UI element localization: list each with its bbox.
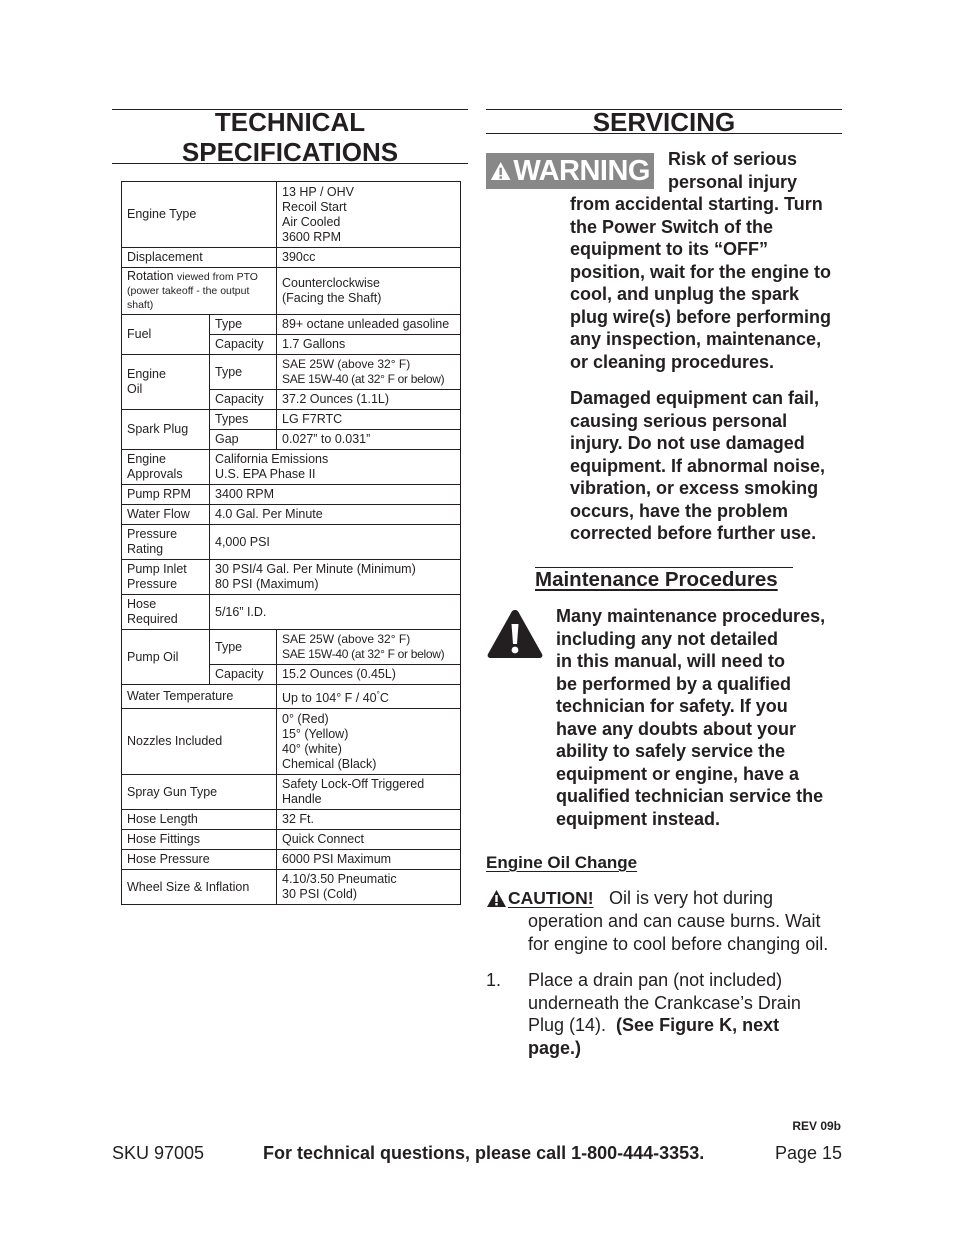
spec-table — [121, 181, 461, 905]
spec-label — [122, 525, 210, 560]
maintenance-line: technician for safety. If you — [556, 696, 788, 716]
servicing-title: SERVICING — [592, 107, 736, 137]
spec-label-line: Pump Inlet — [127, 562, 187, 576]
spec-sublabel: Capacity — [210, 390, 277, 410]
spec-value: 0.027” to 0.031” — [277, 430, 461, 450]
warning-triangle-icon — [490, 159, 511, 183]
spec-title-line2: SPECIFICATIONS — [181, 137, 399, 167]
spec-value — [277, 355, 461, 390]
damage-line: causing serious personal — [570, 410, 788, 431]
spec-label-line: Hose — [127, 597, 157, 611]
spec-label: Engine Type — [122, 182, 277, 248]
spec-value-line: Chemical (Black) — [282, 756, 377, 771]
warning-text — [570, 193, 831, 373]
spec-label: Wheel Size & Inflation — [122, 870, 277, 905]
spec-value-line: California Emissions — [215, 452, 329, 466]
spec-value-line: 40° (white) — [282, 741, 342, 756]
step-1-text — [528, 969, 801, 1059]
spec-value: 6000 PSI Maximum — [277, 850, 461, 870]
spec-sublabel: Type — [210, 315, 277, 335]
maintenance-line: Many maintenance procedures, — [556, 606, 826, 626]
sku-label: SKU 97005 — [112, 1143, 205, 1163]
table-row — [122, 830, 461, 850]
damage-line: occurs, have the problem — [570, 500, 789, 521]
spec-sublabel: Capacity — [210, 665, 277, 685]
caution-line: operation and can cause burns. Wait — [528, 911, 821, 931]
spec-label: Spark Plug — [122, 410, 210, 450]
spec-label: Hose Pressure — [122, 850, 277, 870]
table-row — [122, 595, 461, 630]
maintenance-line: in this manual, will need to — [556, 651, 786, 671]
spec-label-line: Rating — [127, 542, 164, 556]
spec-label: Displacement — [122, 248, 277, 268]
servicing-title-rule-bottom — [486, 133, 842, 134]
spec-label: Spray Gun Type — [122, 775, 277, 810]
rotation-label: Rotation — [127, 269, 174, 283]
step-number: 1. — [486, 970, 502, 990]
spec-label: Pump Oil — [122, 630, 210, 685]
maintenance-line: qualified technician service the — [556, 786, 824, 806]
table-row — [122, 685, 461, 709]
spec-value: 4.0 Gal. Per Minute — [210, 505, 461, 525]
damage-warning-text — [570, 387, 825, 545]
page-number: Page 15 — [774, 1143, 842, 1163]
spec-label: Fuel — [122, 315, 210, 355]
spec-sublabel: Capacity — [210, 335, 277, 355]
damage-line: equipment. If abnormal noise, — [570, 455, 826, 476]
spec-label: Hose Length — [122, 810, 277, 830]
spec-label — [122, 560, 210, 595]
warning-line: Risk of serious — [668, 149, 798, 169]
spec-value: 1.7 Gallons — [277, 335, 461, 355]
table-row — [122, 248, 461, 268]
spec-value: 390cc — [277, 248, 461, 268]
spec-sublabel: Type — [210, 630, 277, 665]
caution-triangle-icon — [486, 889, 507, 908]
maintenance-line: ability to safely service the — [556, 741, 786, 761]
maintenance-text — [556, 605, 825, 830]
spec-label: Water Temperature — [122, 685, 277, 709]
spec-value-line: 30 PSI/4 Gal. Per Minute (Minimum) — [215, 562, 416, 576]
spec-value: 3400 RPM — [210, 485, 461, 505]
spec-value — [277, 630, 461, 665]
spec-label — [122, 595, 210, 630]
warning-line: position, wait for the engine to — [570, 261, 831, 282]
rotation-note: viewed from PTO (power takeoff - the output shaft) — [127, 271, 258, 311]
spec-value — [210, 450, 461, 485]
maintenance-line: equipment instead. — [556, 808, 721, 829]
step-line: Place a drain pan (not included) — [528, 970, 783, 990]
spec-value: 89+ octane unleaded gasoline — [277, 315, 461, 335]
degree-sup: ° — [376, 690, 380, 699]
caution-rest — [528, 910, 828, 955]
step-line-text: Plug (14). — [528, 1015, 617, 1035]
spec-value-line: SAE 15W-40 (at 32° F or below) — [282, 647, 445, 661]
damage-line: corrected before further use. — [570, 523, 817, 543]
spec-value — [277, 268, 461, 315]
spec-value-line: Safety Lock-Off Triggered — [282, 777, 425, 792]
spec-value-line: Handle — [282, 792, 322, 807]
spec-value-line: SAE 15W-40 (at 32° F or below) — [282, 372, 445, 386]
maintenance-line: equipment or engine, have a — [556, 763, 800, 784]
table-row — [122, 450, 461, 485]
figure-reference-end: page.) — [528, 1037, 582, 1058]
figure-reference: (See Figure K, next — [616, 1015, 780, 1035]
table-row — [122, 525, 461, 560]
spec-value-line: 80 PSI (Maximum) — [215, 577, 319, 591]
table-row — [122, 355, 461, 390]
table-row — [122, 810, 461, 830]
damage-line: Damaged equipment can fail, — [570, 388, 820, 408]
spec-label: Hose Fittings — [122, 830, 277, 850]
maintenance-line: be performed by a qualified — [556, 673, 792, 694]
spec-title-rule-bottom — [112, 163, 468, 164]
table-row — [122, 505, 461, 525]
warning-badge — [486, 153, 654, 189]
spec-value: LG F7RTC — [277, 410, 461, 430]
damage-line: vibration, or excess smoking — [570, 478, 819, 498]
warning-line: any inspection, maintenance, — [570, 329, 822, 349]
spec-value-line: Counterclockwise — [282, 276, 380, 290]
warning-line: plug wire(s) before performing — [570, 306, 832, 327]
spec-value-line: 0° (Red) — [282, 711, 329, 726]
caution-line: for engine to cool before changing oil. — [528, 933, 829, 954]
step-line — [528, 1014, 801, 1037]
spec-value: 37.2 Ounces (1.1L) — [277, 390, 461, 410]
spec-value-line: Recoil Start — [282, 199, 347, 214]
contact-info: For technical questions, please call 1-800-444-3353. — [263, 1143, 705, 1163]
caution-text: CAUTION! — [508, 888, 594, 908]
warning-label: WARNING — [513, 155, 650, 187]
table-row — [122, 410, 461, 430]
spec-label: Nozzles Included — [122, 709, 277, 775]
table-row — [122, 775, 461, 810]
spec-label-line: Engine — [127, 452, 166, 466]
spec-value-line: 4.10/3.50 Pneumatic — [282, 872, 397, 887]
caution-label — [486, 887, 594, 909]
table-row — [122, 268, 461, 315]
spec-value-line: 3600 RPM — [282, 229, 342, 244]
table-row — [122, 870, 461, 905]
water-temp-unit: C — [379, 691, 389, 706]
oil-change-title: Engine Oil Change — [486, 853, 638, 872]
warning-line: the Power Switch of the — [570, 216, 774, 237]
spec-value — [277, 709, 461, 775]
damage-line: injury. Do not use damaged — [570, 433, 805, 453]
maintenance-line: including any not detailed — [556, 628, 779, 649]
spec-label — [122, 450, 210, 485]
spec-label: Pump RPM — [122, 485, 210, 505]
table-row — [122, 630, 461, 665]
table-row — [122, 560, 461, 595]
warning-line: or cleaning procedures. — [570, 351, 775, 372]
spec-label-line: Pressure — [127, 527, 178, 541]
maintenance-title: Maintenance Procedures — [535, 568, 778, 591]
revision-label: REV 09b — [792, 1119, 841, 1133]
spec-label — [122, 355, 210, 410]
spec-label — [122, 268, 277, 315]
water-temp-value: Up to 104° F / 40 — [282, 691, 377, 706]
maintenance-line: have any doubts about your — [556, 718, 797, 739]
table-row — [122, 709, 461, 775]
spec-value — [277, 685, 461, 709]
spec-value — [277, 870, 461, 905]
spec-value-line: 30 PSI (Cold) — [282, 887, 358, 902]
spec-value-line: SAE 25W (above 32° F) — [282, 357, 411, 371]
warning-line: equipment to its “OFF” — [570, 239, 768, 259]
spec-sublabel: Gap — [210, 430, 277, 450]
step-line: underneath the Crankcase’s Drain — [528, 992, 801, 1013]
exclamation-triangle-icon — [486, 608, 544, 660]
spec-sublabel: Type — [210, 355, 277, 390]
spec-label: Water Flow — [122, 505, 210, 525]
caution-line-1: Oil is very hot during — [609, 888, 774, 908]
spec-sublabel: Types — [210, 410, 277, 430]
spec-title — [112, 107, 468, 167]
spec-value-line: SAE 25W (above 32° F) — [282, 632, 411, 646]
spec-title-line1: TECHNICAL — [214, 107, 366, 137]
table-row — [122, 485, 461, 505]
spec-value: 15.2 Ounces (0.45L) — [277, 665, 461, 685]
spec-value-line: U.S. EPA Phase II — [215, 467, 316, 481]
warning-line: cool, and unplug the spark — [570, 284, 800, 304]
spec-label-line: Pressure — [127, 577, 178, 591]
spec-label-line: Approvals — [127, 467, 183, 481]
spec-value-line: Air Cooled — [282, 214, 341, 229]
spec-value: 5/16” I.D. — [210, 595, 461, 630]
table-row — [122, 850, 461, 870]
spec-value: 4,000 PSI — [210, 525, 461, 560]
table-row — [122, 182, 461, 248]
spec-value-line: (Facing the Shaft) — [282, 291, 382, 305]
spec-value-line: 13 HP / OHV — [282, 184, 355, 199]
spec-label-line: Required — [127, 612, 178, 626]
spec-value: 32 Ft. — [277, 810, 461, 830]
spec-label-line: Oil — [127, 382, 143, 396]
warning-line: from accidental starting. Turn — [570, 194, 823, 214]
warning-text-top — [668, 148, 797, 193]
spec-value — [210, 560, 461, 595]
spec-value-line: 15° (Yellow) — [282, 726, 349, 741]
spec-value — [277, 182, 461, 248]
warning-line: personal injury — [668, 171, 798, 192]
spec-value — [277, 775, 461, 810]
spec-value: Quick Connect — [277, 830, 461, 850]
table-row — [122, 315, 461, 335]
spec-label-line: Engine — [127, 367, 166, 381]
